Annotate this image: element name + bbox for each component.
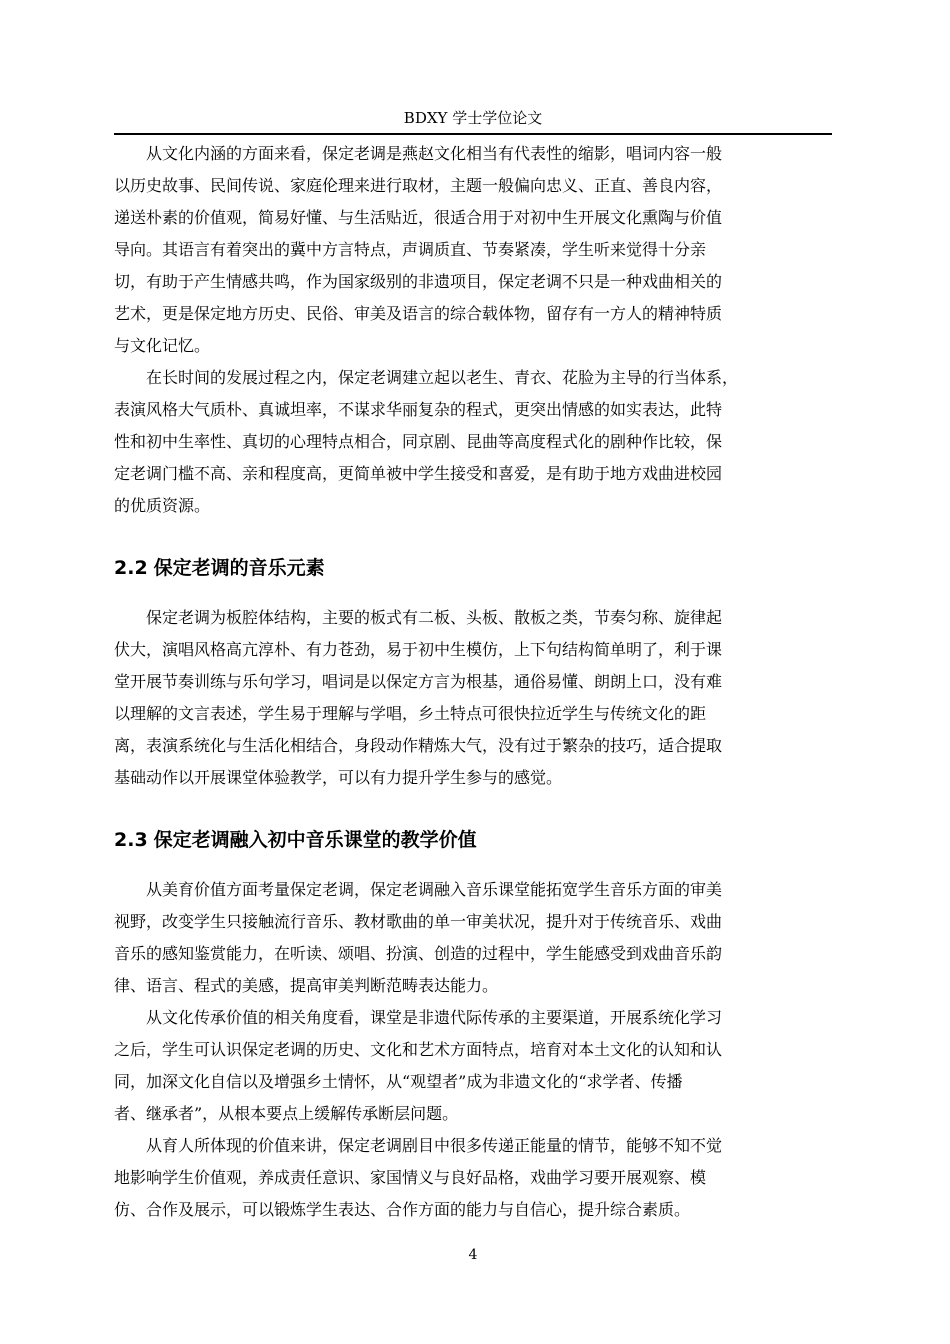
paragraph: 从美育价值方面考量保定老调，保定老调融入音乐课堂能拓宽学生音乐方面的审美 视野，改变学生只接触流行音乐、教材歌曲的单一审美状况，提升对于传统音乐、戏曲 音乐的感知鉴赏能力，在听读、颂唱、扮演、创造的过程中，学生能感受到戏曲音乐韵 律、语言、程式的美感，提高审美判断范畴表达能力。 bbox=[114, 880, 723, 995]
section-title: 保定老调融入初中音乐课堂的教学价值 bbox=[153, 829, 477, 851]
section-heading-2-2 bbox=[114, 553, 832, 583]
section-number: 2.2 bbox=[114, 557, 148, 579]
paragraph: 从育人所体现的价值来讲，保定老调剧目中很多传递正能量的情节，能够不知不觉 地影响学生价值观，养成责任意识、家国情义与良好品格，戏曲学习要开展观察、模 仿、合作及展示，可以锻炼学生表达、合作方面的能力与自信心，提升综合素质。 bbox=[114, 1136, 723, 1219]
paragraph: 保定老调为板腔体结构，主要的板式有二板、头板、散板之类，节奏匀称、旋律起 伏大，演唱风格高亢淳朴、有力苍劲，易于初中生模仿，上下句结构简单明了，利于课 堂开展节奏训练与乐句学习，唱词是以保定方言为根基，通俗易懂、朗朗上口，没有难 以理解的文言表述，学生易于理解与学唱，乡土特点可很快拉近学生与传统文化的距 离，表演系统化与生活化相结合，身段动作精炼大气，没有过于繁杂的技巧，适合提取 基础动作以开展课堂体验教学，可以有力提升学生参与的感觉。 bbox=[114, 608, 723, 787]
paragraph: 在长时间的发展过程之内，保定老调建立起以老生、青衣、花脸为主导的行当体系， 表演风格大气质朴、真诚坦率，不谋求华丽复杂的程式，更突出情感的如实表达，此特 性和初中生率性、真切的心理特点相合，同京剧、昆曲等高度程式化的剧种作比较，保 定老调门槛不高、亲和程度高，更简单被中学生接受和喜爱，是有助于地方戏曲进校园 的优质资源。 bbox=[114, 368, 739, 515]
section-title: 保定老调的音乐元素 bbox=[153, 557, 325, 579]
header-rule bbox=[114, 133, 832, 135]
spacer bbox=[114, 855, 832, 874]
body-text bbox=[114, 138, 832, 1226]
section-heading-2-3 bbox=[114, 825, 832, 855]
section-number: 2.3 bbox=[114, 829, 148, 851]
spacer bbox=[114, 794, 832, 825]
page-number: 4 bbox=[468, 1247, 478, 1263]
paragraph: 从文化内涵的方面来看，保定老调是燕赵文化相当有代表性的缩影，唱词内容一般 以历史故事、民间传说、家庭伦理来进行取材，主题一般偏向忠义、正直、善良内容， 递送朴素的价值观，简易好懂、与生活贴近，很适合用于对初中生开展文化熏陶与价值 导向。其语言有着突出的冀中方言特点，声调质直、节奏紧凑，学生听来觉得十分亲 切，有助于产生情感共鸣，作为国家级别的非遗项目，保定老调不只是一种戏曲相关的 艺术，更是保定地方历史、民俗、审美及语言的综合载体物，留存有一方人的精神特质 与文化记忆。 bbox=[114, 144, 723, 355]
spacer bbox=[114, 583, 832, 602]
spacer bbox=[114, 522, 832, 553]
running-header: BDXY 学士学位论文 bbox=[403, 109, 543, 127]
paragraph: 从文化传承价值的相关角度看，课堂是非遗代际传承的主要渠道，开展系统化学习 之后，学生可认识保定老调的历史、文化和艺术方面特点，培育对本土文化的认知和认 同，加深文化自信以及增强乡土情怀，从“观望者”成为非遗文化的“求学者、传播 者、继承者”，从根本要点上缓解传承断层问题。 bbox=[114, 1008, 723, 1123]
